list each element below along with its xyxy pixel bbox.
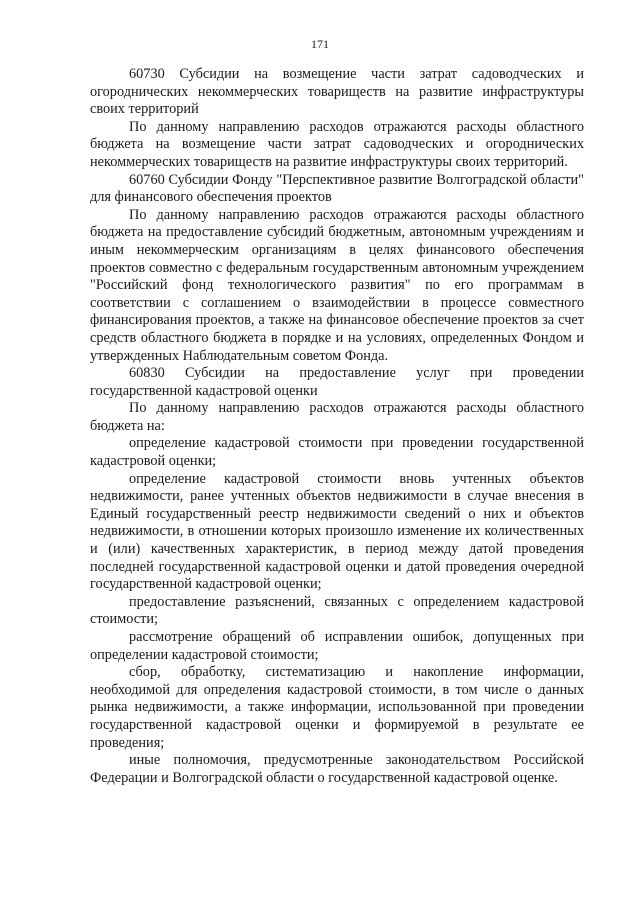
list-item: иные полномочия, предусмотренные законодательством Российской Федерации и Волгоградской области о государственной кадастровой оценке. [90, 752, 584, 786]
list-item: определение кадастровой стоимости вновь учтенных объектов недвижимости, ранее учтенных объектов недвижимости в случае внесения в Единый государственный реестр недвижимости сведений о них и объектов недвижимости, в отношении которых произошло изменение их количественных и (или) качественных характеристик, в период между датой проведения последней государственной кадастровой оценки и датой проведения очередной государственной кадастровой оценки; [90, 470, 584, 593]
section-heading-60760: 60760 Субсидии Фонду "Перспективное развитие Волгоградской области" для финансового обеспечения проектов [90, 171, 584, 206]
list-item: сбор, обработку, систематизацию и накопление информации, необходимой для определения кадастровой стоимости, в том числе о данных рынка недвижимости, а также информации, использованной при проведении государственной кадастровой оценки и формируемой в результате ее проведения; [90, 664, 584, 751]
list-item: рассмотрение обращений об исправлении ошибок, допущенных при определении кадастровой стоимости; [90, 629, 584, 663]
list-item: определение кадастровой стоимости при проведении государственной кадастровой оценки; [90, 435, 584, 470]
document-body [90, 66, 584, 787]
section-paragraph: По данному направлению расходов отражаются расходы областного бюджета на предоставление субсидий бюджетным, автономным учреждениям и иным некоммерческим организациям в целях финансового обеспечения проектов совместно с федеральным государственным автономным учреждением "Российский фонд технологического развития" по его программам в соответствии с соглашением о взаимодействии в процессе совместного финансирования проектов, а также на финансовое обеспечение проектов за счет средств областного бюджета в порядке и на условиях, определенных Фондом и утвержденных Наблюдательным советом Фонда. [90, 206, 584, 364]
section-heading-60730: 60730 Субсидии на возмещение части затрат садоводческих и огороднических некоммерческих товариществ на развитие инфраструктуры своих территорий [90, 66, 584, 118]
section-heading-60830: 60830 Субсидии на предоставление услуг при проведении государственной кадастровой оценки [90, 365, 584, 399]
section-paragraph: По данному направлению расходов отражаются расходы областного бюджета на возмещение части затрат садоводческих и огороднических некоммерческих товариществ на развитие инфраструктуры своих территорий. [90, 118, 584, 170]
list-item: предоставление разъяснений, связанных с определением кадастровой стоимости; [90, 593, 584, 628]
page-number: 171 [311, 37, 329, 51]
section-paragraph: По данному направлению расходов отражаются расходы областного бюджета на: [90, 400, 584, 434]
